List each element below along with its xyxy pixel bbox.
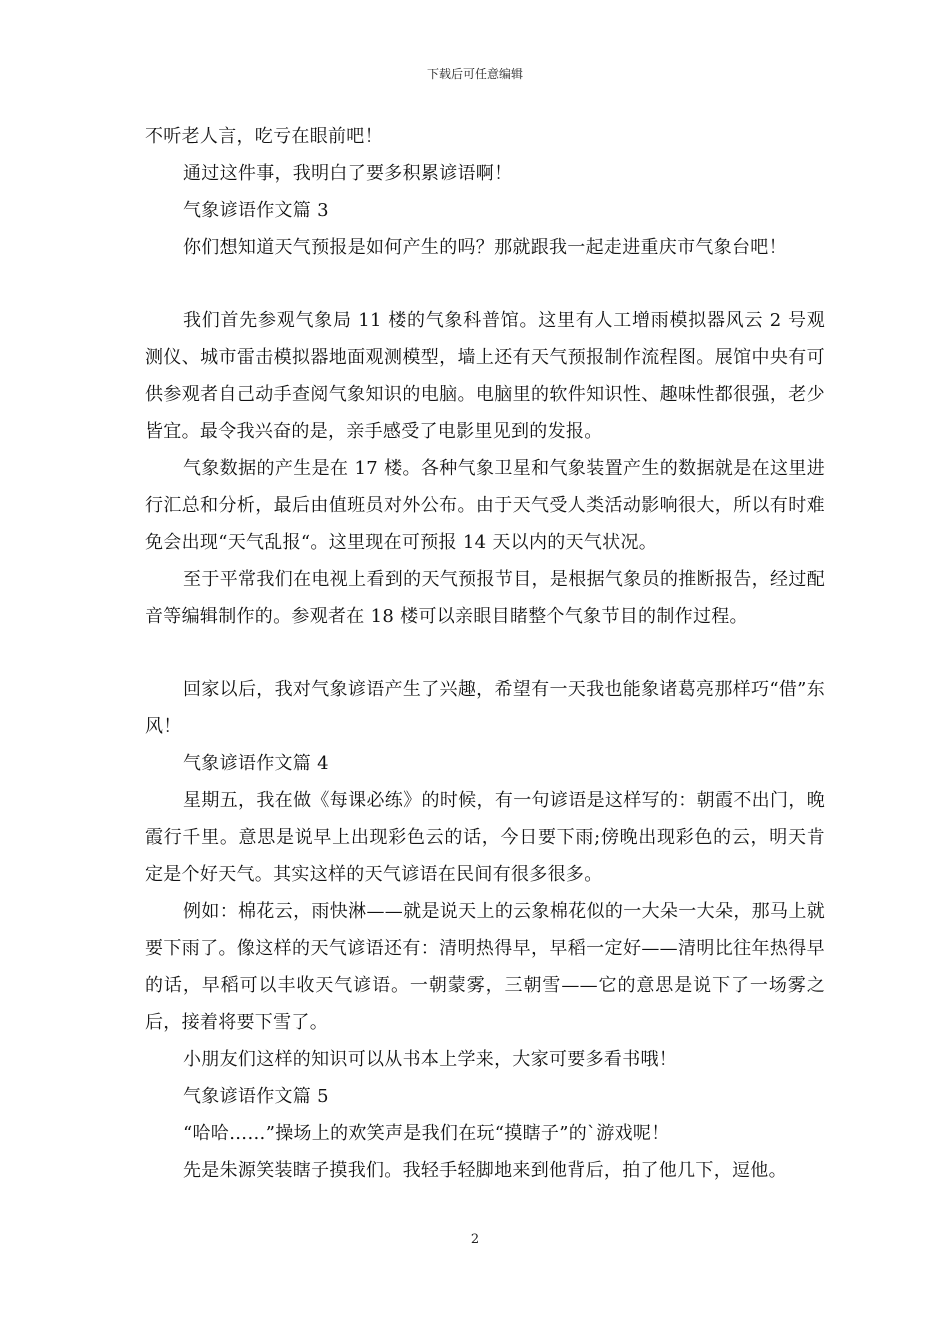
section-heading: 气象谚语作文篇 5 (183, 1086, 329, 1107)
paragraph: 回家以后，我对气象谚语产生了兴趣，希望有一天我也能象诸葛亮那样巧“借”东风！ (145, 679, 825, 737)
paragraph: 先是朱源笑装瞎子摸我们。我轻手轻脚地来到他背后，拍了他几下，逗他。 (183, 1160, 787, 1181)
paragraph: 不听老人言，吃亏在眼前吧！ (145, 126, 383, 147)
paragraph: 气象数据的产生是在 17 楼。各种气象卫星和气象装置产生的数据就是在这里进行汇总和分析，最后由值班员对外公布。由于天气受人类活动影响很大，所以有时难免会出现“天气乱报“。这里现在可预报 14 天以内的天气状况。 (145, 458, 825, 553)
section-heading: 气象谚语作文篇 4 (183, 753, 329, 774)
page-header: 下载后可任意编辑 (426, 67, 523, 81)
paragraph: 我们首先参观气象局 11 楼的气象科普馆。这里有人工增雨模拟器风云 2 号观测仪、城市雷击模拟器地面观测模型，墙上还有天气预报制作流程图。展馆中央有可供参观者自己动手查阅气象知识的电脑。电脑里的软件知识性、趣味性都很强，老少皆宜。最令我兴奋的是，亲手感受了电影里见到的发报。 (145, 310, 825, 442)
paragraph: 通过这件事，我明白了要多积累谚语啊！ (183, 163, 513, 184)
section-heading: 气象谚语作文篇 3 (183, 200, 329, 221)
paragraph: 你们想知道天气预报是如何产生的吗？那就跟我一起走进重庆市气象台吧！ (183, 237, 787, 258)
document-body (145, 118, 825, 1189)
paragraph-gap (145, 266, 825, 302)
page-number: 2 (470, 1232, 480, 1247)
paragraph: 小朋友们这样的知识可以从书本上学来，大家可要多看书哦！ (183, 1049, 678, 1070)
paragraph: 星期五，我在做《每课必练》的时候，有一句谚语是这样写的：朝霞不出门，晚霞行千里。意思是说早上出现彩色云的话，今日要下雨;傍晚出现彩色的云，明天肯定是个好天气。其实这样的天气谚语在民间有很多很多。 (145, 790, 825, 885)
paragraph: 至于平常我们在电视上看到的天气预报节目，是根据气象员的推断报告，经过配音等编辑制作的。参观者在 18 楼可以亲眼目睹整个气象节目的制作过程。 (145, 569, 825, 627)
paragraph: “哈哈……”操场上的欢笑声是我们在玩“摸瞎子”的`游戏呢！ (183, 1123, 670, 1144)
paragraph-gap (145, 635, 825, 671)
paragraph: 例如：棉花云，雨快淋——就是说天上的云象棉花似的一大朵一大朵，那马上就要下雨了。像这样的天气谚语还有：清明热得早，早稻一定好——清明比往年热得早的话，早稻可以丰收天气谚语。一朝蒙雾，三朝雪——它的意思是说下了一场雾之后，接着将要下雪了。 (145, 901, 825, 1033)
